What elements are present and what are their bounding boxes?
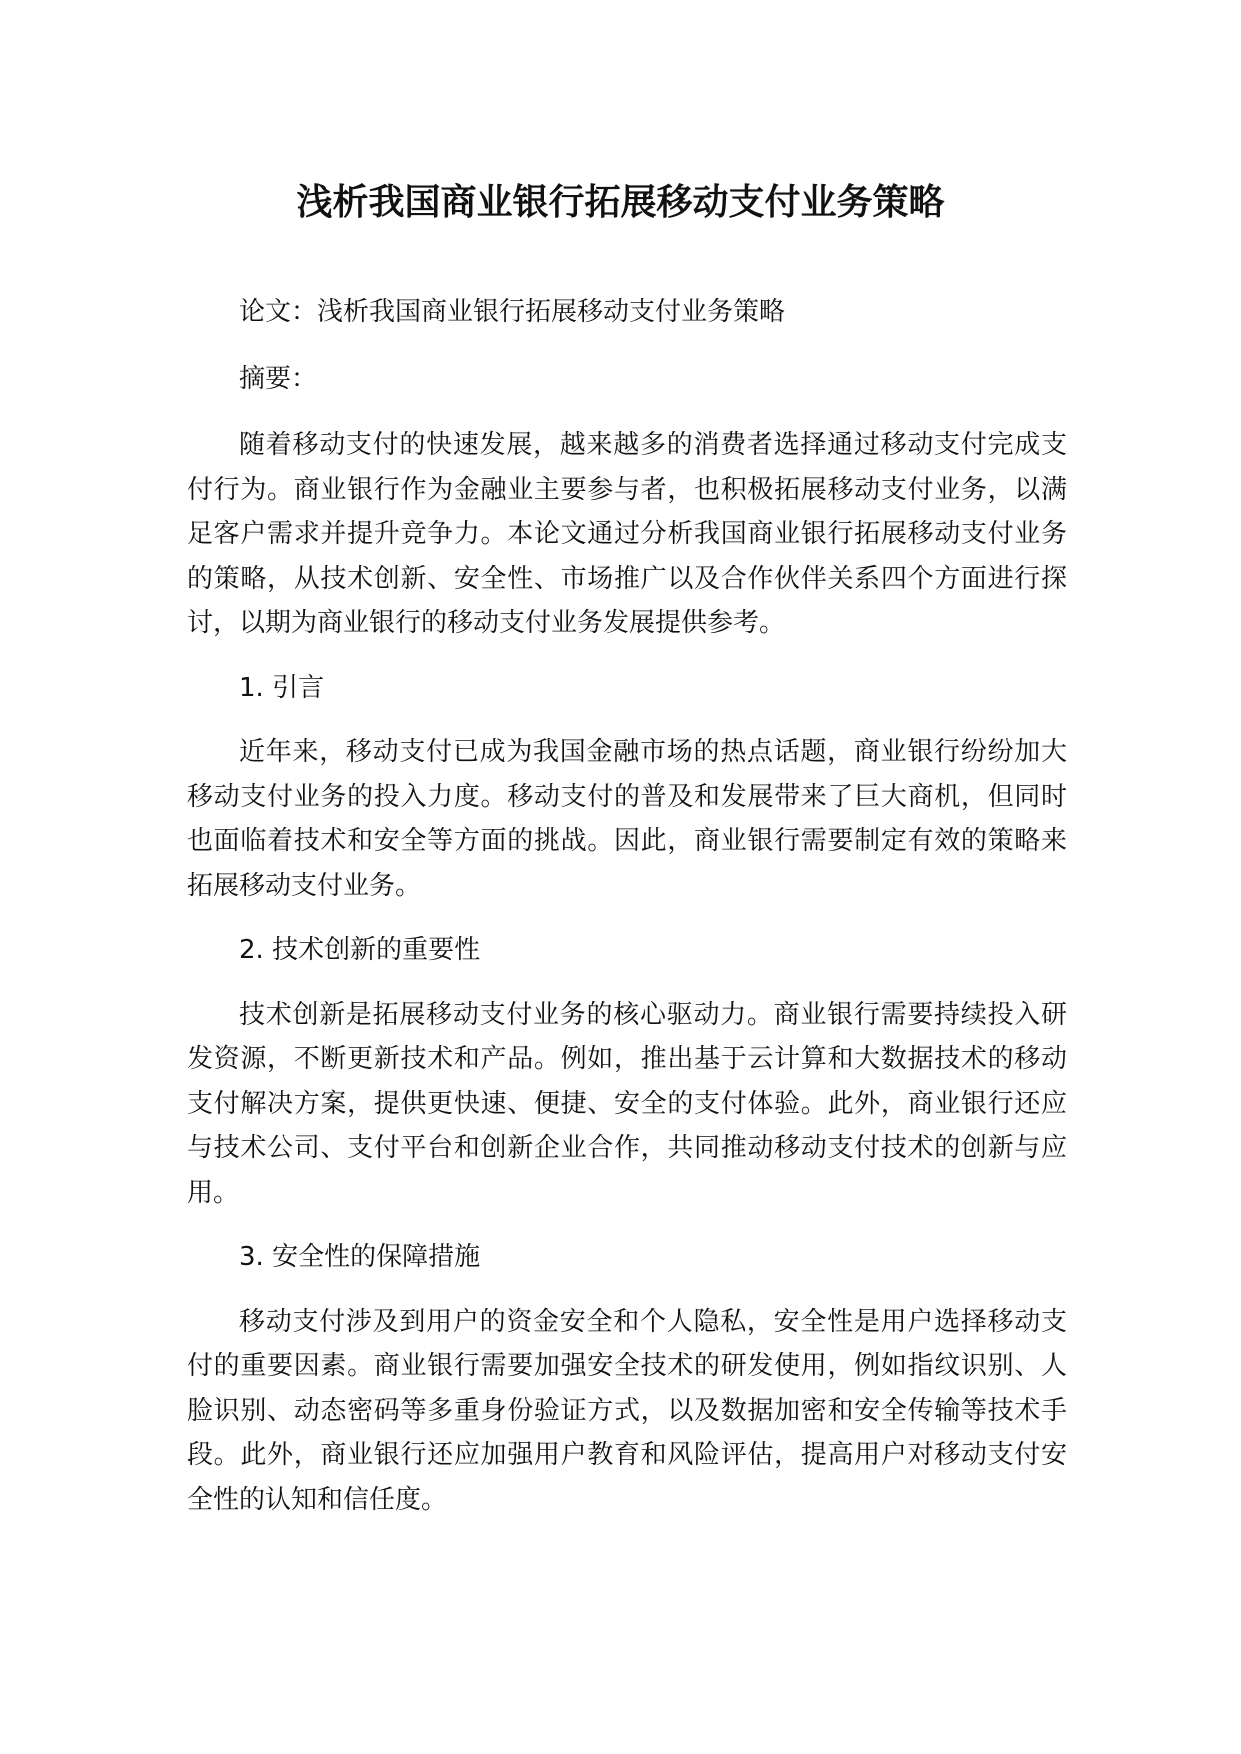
document-body <box>187 290 1067 1542</box>
section-heading-tech-innovation: 2. 技术创新的重要性 <box>239 935 481 965</box>
section-heading-introduction: 1. 引言 <box>239 672 325 703</box>
section-paragraph-security: 移动支付涉及到用户的资金安全和个人隐私，安全性是用户选择移动支付的重要因素。商业银行需要加强安全技术的研发使用，例如指纹识别、人脸识别、动态密码等多重身份验证方式，以及数据加密和安全传输等技术手段。此外，商业银行还应加强用户教育和风险评估，提高用户对移动支付安全性的认知和信任度。 <box>187 1306 1067 1515</box>
document-title: 浅析我国商业银行拓展移动支付业务策略 <box>296 182 945 223</box>
section-heading-security: 3. 安全性的保障措施 <box>239 1242 481 1272</box>
abstract-paragraph: 随着移动支付的快速发展，越来越多的消费者选择通过移动支付完成支付行为。商业银行作为金融业主要参与者，也积极拓展移动支付业务，以满足客户需求并提升竞争力。本论文通过分析我国商业银行拓展移动支付业务的策略，从技术创新、安全性、市场推广以及合作伙伴关系四个方面进行探讨，以期为商业银行的移动支付业务发展提供参考。 <box>187 430 1067 638</box>
section-paragraph-tech-innovation: 技术创新是拓展移动支付业务的核心驱动力。商业银行需要持续投入研发资源，不断更新技术和产品。例如，推出基于云计算和大数据技术的移动支付解决方案，提供更快速、便捷、安全的支付体验。此外，商业银行还应与技术公司、支付平台和创新企业合作，共同推动移动支付技术的创新与应用。 <box>187 999 1067 1208</box>
abstract-label: 摘要： <box>239 363 318 394</box>
section-paragraph-introduction: 近年来，移动支付已成为我国金融市场的热点话题，商业银行纷纷加大移动支付业务的投入力度。移动支付的普及和发展带来了巨大商机，但同时也面临着技术和安全等方面的挑战。因此，商业银行需要制定有效的策略来拓展移动支付业务。 <box>187 737 1067 901</box>
paper-title-line: 论文：浅析我国商业银行拓展移动支付业务策略 <box>239 297 786 327</box>
